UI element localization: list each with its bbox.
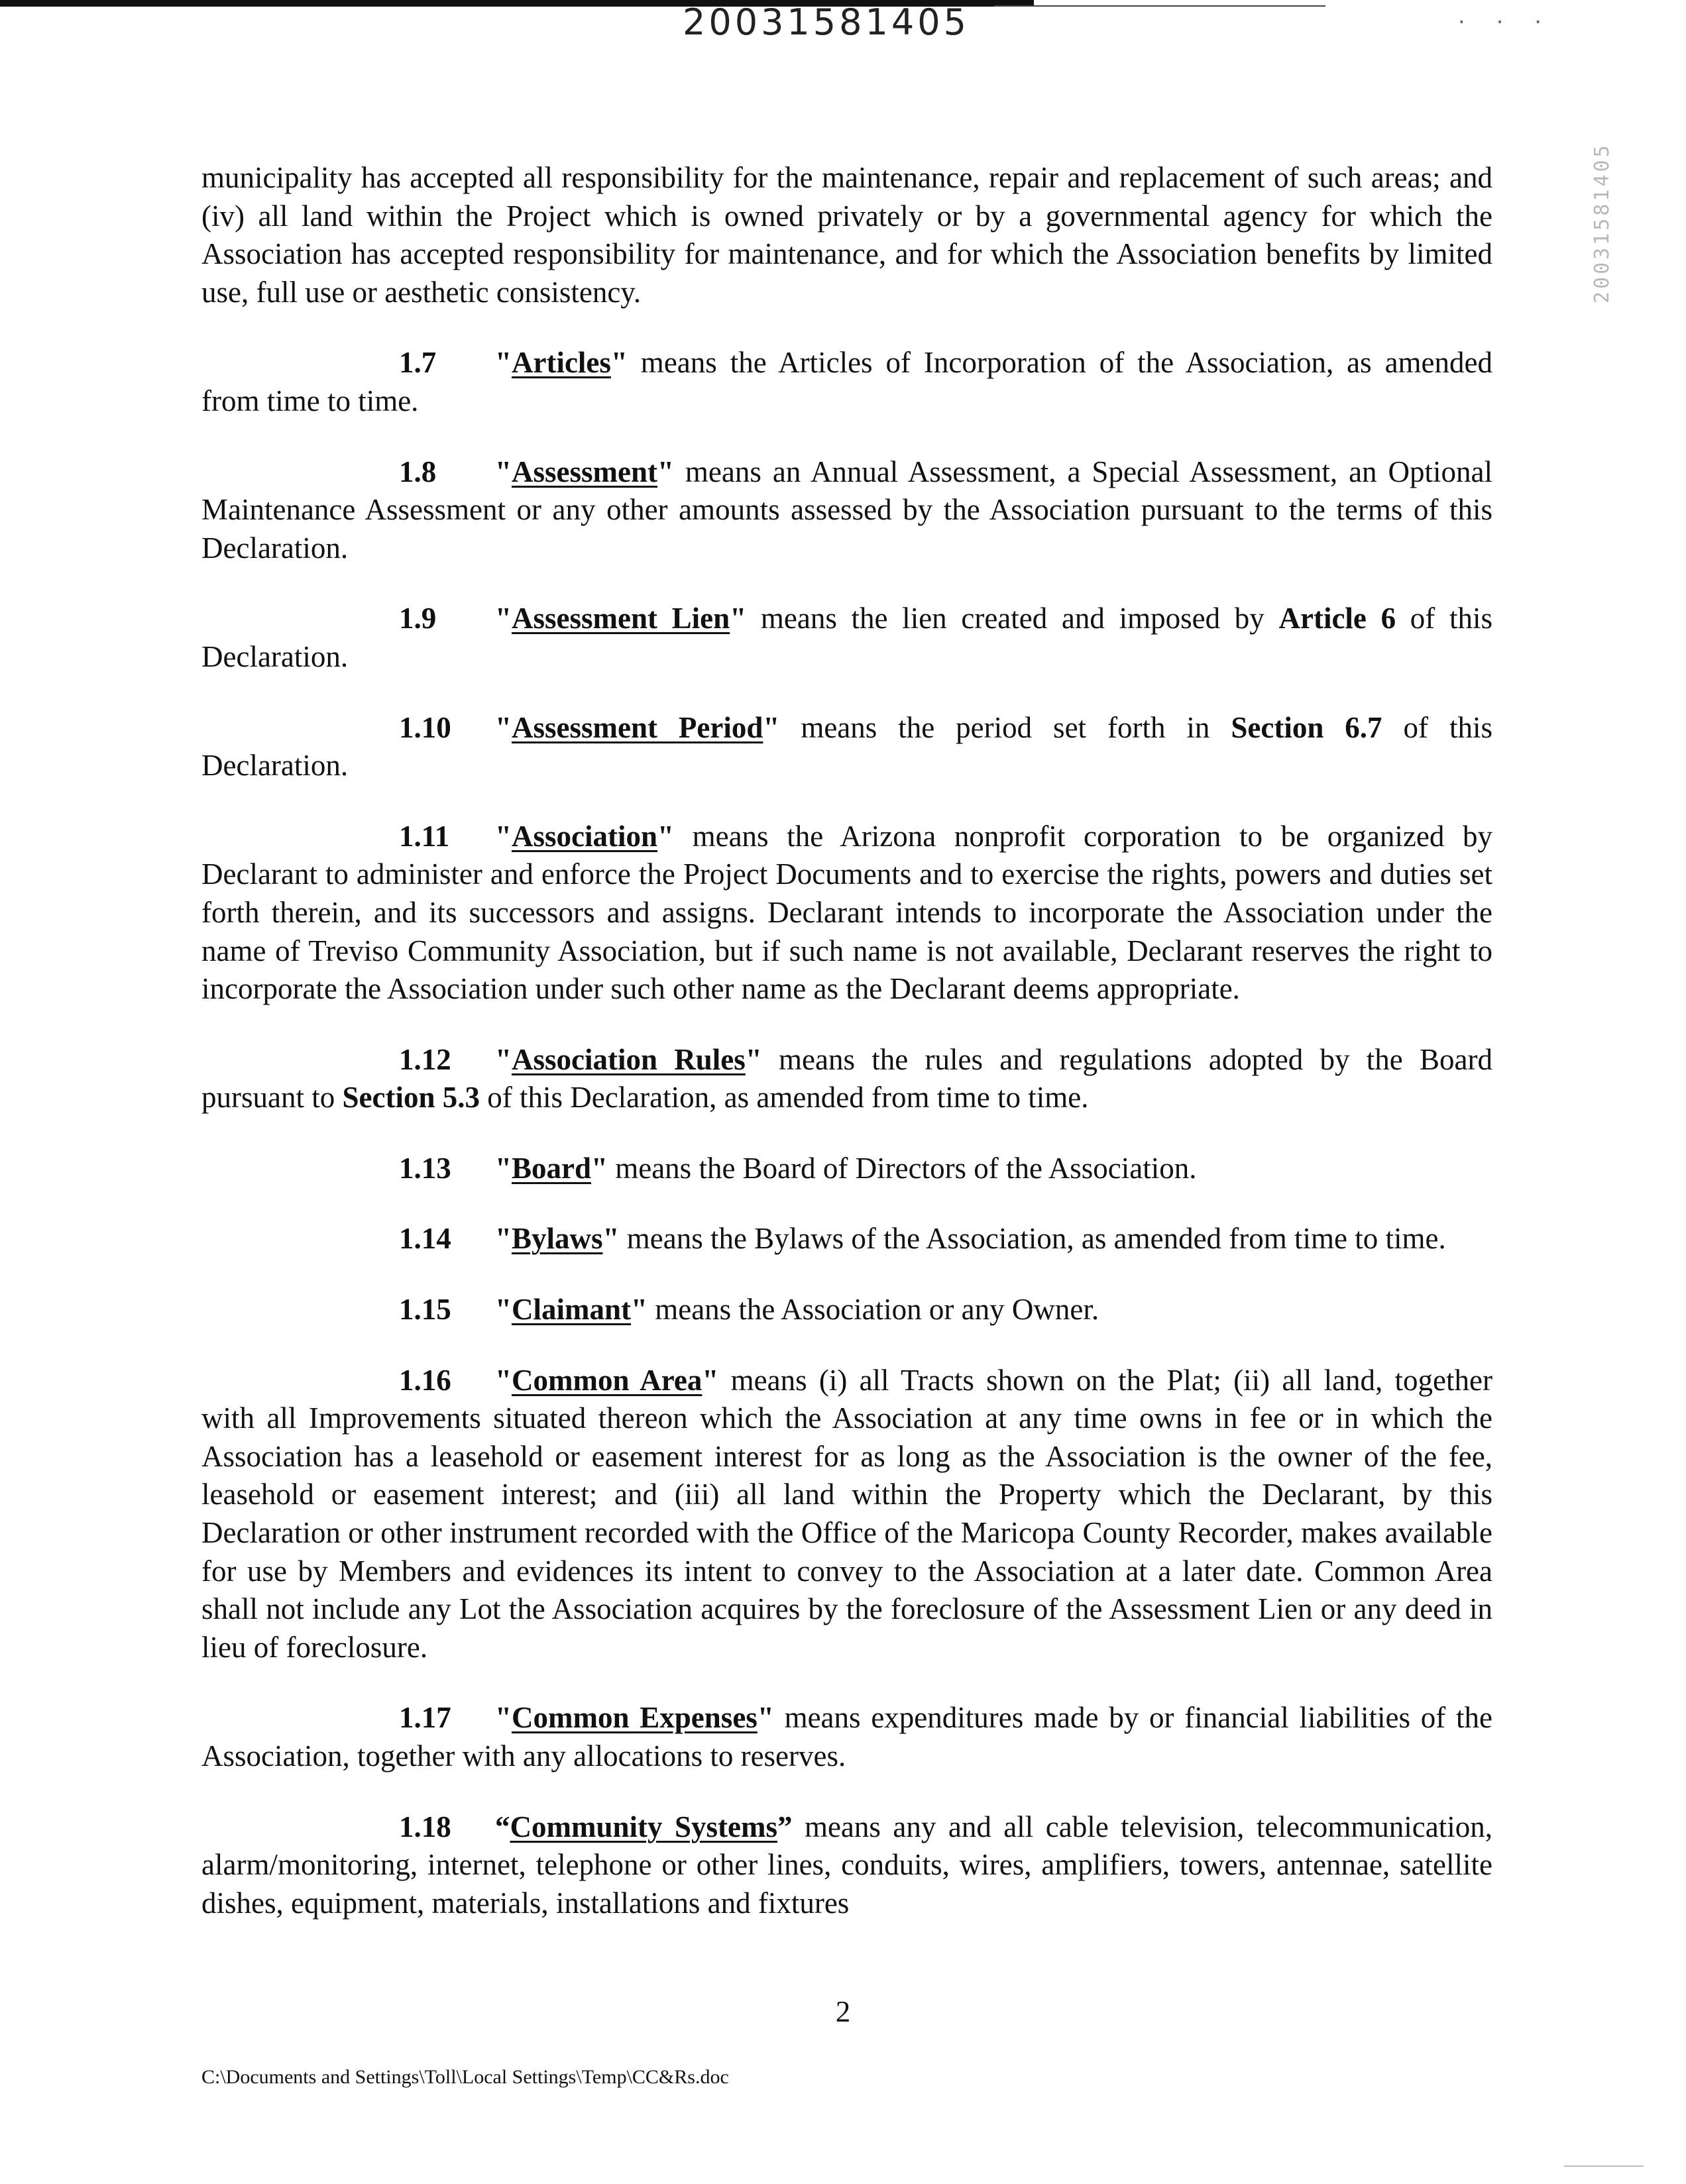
- defined-term: Claimant: [511, 1293, 631, 1327]
- definition-text: means the Association or any Owner.: [647, 1293, 1099, 1327]
- definition-text: means the rules and regulations adopted by the Board pursuant to: [201, 1042, 1493, 1115]
- definition-text: means the Board of Directors of the Association.: [607, 1151, 1197, 1185]
- definition-1-11: 1.11 "Association" means the Arizona nonprofit corporation to be organized by Declarant to administer and enforce the Project Documents and to exercise the rights, powers and duties set forth therein, and its successors and assigns. Declarant intends to incorporate the Association under the name of Treviso Community Association, but if such name is not available, Declarant reserves the right to incorporate the Association under such other name as the Declarant deems appropriate.: [201, 818, 1492, 1009]
- page-number: 2: [835, 1995, 851, 2028]
- definition-text: of this Declaration.: [201, 710, 1492, 783]
- document-body: [201, 159, 1492, 1955]
- definition-1-10: 1.10 "Assessment Period" means the period set forth in Section 6.7 of this Declaration.: [201, 709, 1492, 785]
- section-number: 1.12: [399, 1042, 451, 1076]
- definition-text: means an Annual Assessment, a Special Assessment, an Optional Maintenance Assessment or any other amounts assessed by the Association pursuant to the terms of this Declaration.: [201, 455, 1492, 565]
- defined-term: Common Area: [511, 1363, 702, 1397]
- section-number: 1.8: [399, 455, 437, 488]
- section-number: 1.17: [399, 1701, 451, 1735]
- definition-text: of this Declaration, as amended from time to time.: [479, 1081, 1089, 1115]
- definition-text: means expenditures made by or financial liabilities of the Association, together with any allocations to reserves.: [201, 1701, 1492, 1773]
- definition-text: means the Bylaws of the Association, as amended from time to time.: [619, 1222, 1446, 1256]
- top-rule-right: [994, 5, 1325, 7]
- continuation-paragraph: [201, 159, 1492, 311]
- defined-term: Association Rules: [511, 1042, 746, 1076]
- section-number: 1.10: [399, 710, 451, 744]
- document-number: 20031581405: [683, 1, 970, 43]
- definition-1-7: 1.7 "Articles" means the Articles of Incorporation of the Association, as amended from time to time.: [201, 344, 1492, 420]
- cross-reference: Section 5.3: [342, 1081, 480, 1115]
- definition-text: means the Arizona nonprofit corporation to be organized by Declarant to administer and enforce the Project Documents and to exercise the rights, powers and duties set forth therein, and its successors and assigns. Declarant intends to incorporate the Association under the name of Treviso Community Association, but if such name is not available, Declarant reserves the right to incorporate the Association under such other name as the Declarant deems appropriate.: [201, 819, 1492, 1006]
- definition-1-14: 1.14 "Bylaws" means the Bylaws of the Association, as amended from time to time.: [201, 1220, 1492, 1258]
- defined-term: Assessment Period: [511, 710, 763, 744]
- scan-marks-bottom: [1564, 2165, 1644, 2167]
- cross-reference: Section 6.7: [1231, 710, 1382, 744]
- side-stamp: 20031581405: [1591, 142, 1614, 303]
- section-number: 1.18: [399, 1810, 451, 1843]
- defined-term: Association: [511, 819, 657, 853]
- defined-term: Community Systems: [510, 1810, 777, 1843]
- section-number: 1.11: [399, 819, 450, 853]
- section-number: 1.14: [399, 1222, 451, 1256]
- definition-1-12: 1.12 "Association Rules" means the rules and regulations adopted by the Board pursuant to Section 5.3 of this Declaration, as amended from time to time.: [201, 1041, 1492, 1117]
- defined-term: Assessment: [511, 455, 657, 488]
- definition-1-9: 1.9 "Assessment Lien" means the lien created and imposed by Article 6 of this Declaration.: [201, 600, 1492, 676]
- definition-text: means (i) all Tracts shown on the Plat; (ii) all land, together with all Improvements situated thereon which the Association at any time owns in fee or in which the Association has a leasehold or easement interest for as long as the Association is the owner of the fee, leasehold or easement interest; and (iii) all land within the Property which the Declarant, by this Declaration or other instrument recorded with the Office of the Maricopa County Recorder, makes available for use by Members and evidences its intent to convey to the Association at a later date. Common Area shall not include any Lot the Association acquires by the foreclosure of the Assessment Lien or any deed in lieu of foreclosure.: [201, 1363, 1492, 1664]
- definition-1-17: 1.17 "Common Expenses" means expenditures made by or financial liabilities of the Association, together with any allocations to reserves.: [201, 1699, 1492, 1775]
- defined-term: Assessment Lien: [511, 602, 730, 635]
- definition-1-16: 1.16 "Common Area" means (i) all Tracts shown on the Plat; (ii) all land, together with all Improvements situated thereon which the Association at any time owns in fee or in which the Association has a leasehold or easement interest for as long as the Association is the owner of the fee, leasehold or easement interest; and (iii) all land within the Property which the Declarant, by this Declaration or other instrument recorded with the Office of the Maricopa County Recorder, makes available for use by Members and evidences its intent to convey to the Association at a later date. Common Area shall not include any Lot the Association acquires by the foreclosure of the Assessment Lien or any deed in lieu of foreclosure.: [201, 1362, 1492, 1667]
- defined-term: Common Expenses: [511, 1701, 758, 1735]
- section-number: 1.13: [399, 1151, 451, 1185]
- defined-term: Bylaws: [511, 1222, 603, 1256]
- definition-1-18: 1.18 “Community Systems” means any and all cable television, telecommunication, alarm/monitoring, internet, telephone or other lines, conduits, wires, amplifiers, towers, antennae, satellite dishes, equipment, materials, installations and fixtures: [201, 1808, 1492, 1923]
- footer-file-path: C:\Documents and Settings\Toll\Local Settings\Temp\CC&Rs.doc: [201, 2066, 729, 2088]
- definition-text: means the lien created and imposed by: [746, 602, 1279, 635]
- definition-1-15: 1.15 "Claimant" means the Association or any Owner.: [201, 1291, 1492, 1329]
- paragraph-text: municipality has accepted all responsibility for the maintenance, repair and replacement of such areas; and (iv) all land within the Project which is owned privately or by a governmental agency for which the Association has accepted responsibility for maintenance, and for which the Association benefits by limited use, full use or aesthetic consistency.: [201, 161, 1492, 309]
- cross-reference: Article 6: [1278, 602, 1396, 635]
- definition-text: means any and all cable television, telecommunication, alarm/monitoring, internet, telephone or other lines, conduits, wires, amplifiers, towers, antennae, satellite dishes, equipment, materials, installations and fixtures: [201, 1810, 1492, 1920]
- definition-text: of this Declaration.: [201, 602, 1492, 673]
- scan-marks: . . .: [1458, 3, 1554, 29]
- definition-text: means the period set forth in: [779, 710, 1231, 744]
- defined-term: Articles: [511, 346, 611, 380]
- section-number: 1.9: [399, 602, 437, 635]
- definition-1-13: 1.13 "Board" means the Board of Directors of the Association.: [201, 1150, 1492, 1188]
- section-number: 1.15: [399, 1293, 451, 1327]
- defined-term: Board: [511, 1151, 591, 1185]
- section-number: 1.16: [399, 1363, 451, 1397]
- section-number: 1.7: [399, 346, 437, 380]
- definition-1-8: 1.8 "Assessment" means an Annual Assessment, a Special Assessment, an Optional Maintenance Assessment or any other amounts assessed by the Association pursuant to the terms of this Declaration.: [201, 453, 1492, 568]
- definition-text: means the Articles of Incorporation of the Association, as amended from time to time.: [201, 346, 1492, 417]
